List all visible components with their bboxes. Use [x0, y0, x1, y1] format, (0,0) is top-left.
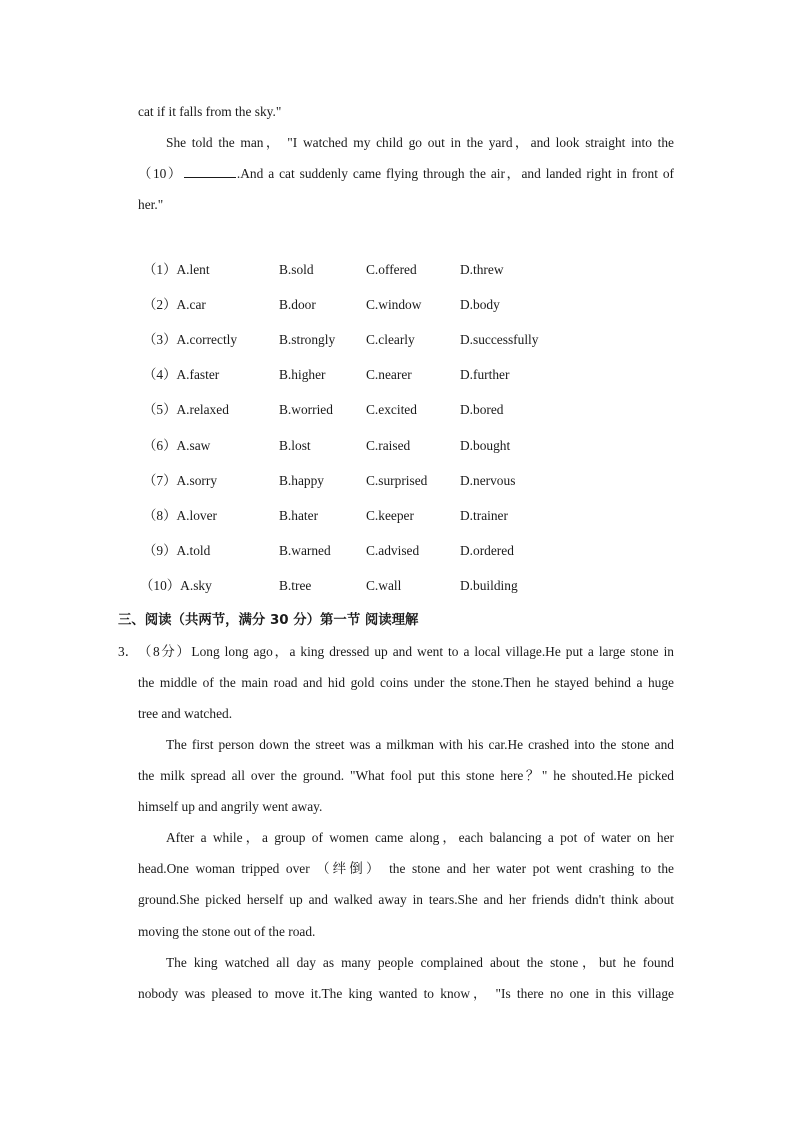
option-d: D.threw	[460, 262, 504, 277]
passage-line: the middle of the main road and hid gold coins under the stone.Then he stayed behind a huge	[138, 675, 674, 690]
option-b: B.tree	[279, 578, 312, 593]
blank-number: （10）	[138, 166, 183, 181]
option-c: C.surprised	[366, 473, 428, 488]
section-heading: 三、阅读（共两节，满分 30 分）第一节 阅读理解	[118, 613, 419, 628]
option-b: B.happy	[279, 473, 325, 488]
passage-line: moving the stone out of the road.	[138, 924, 316, 939]
passage-line: her."	[138, 197, 164, 212]
passage-line: After a while，a group of women came along，each balancing a pot of water on her	[166, 830, 674, 845]
option-d: D.ordered	[460, 543, 514, 558]
passage-line: （8分）Long long ago，a king dressed up and went to a local village.He put a large stone in	[138, 644, 674, 659]
option-a: （5）A.relaxed	[143, 402, 229, 417]
option-b: B.hater	[279, 508, 319, 523]
passage-line: head.One woman tripped over （绊倒） the stone and her water pot went crashing to the	[138, 861, 674, 876]
option-row	[143, 261, 563, 279]
option-b: B.lost	[279, 438, 311, 453]
option-d: D.body	[460, 297, 500, 312]
option-a: （9）A.told	[143, 543, 211, 558]
answer-blank	[184, 165, 236, 178]
passage-line: himself up and angrily went away.	[138, 799, 323, 814]
option-b: B.worried	[279, 402, 333, 417]
option-row	[143, 366, 563, 384]
option-a: （7）A.sorry	[143, 473, 218, 488]
option-b: B.higher	[279, 367, 326, 382]
passage-text: .And a cat suddenly came flying through the air，and landed right in front of	[236, 166, 674, 181]
option-c: C.keeper	[366, 508, 414, 523]
option-a: （10）A.sky	[140, 578, 212, 593]
option-d: D.bored	[460, 402, 504, 417]
question-number: 3．	[118, 644, 139, 659]
option-c: C.excited	[366, 402, 417, 417]
option-c: C.raised	[366, 438, 411, 453]
option-row	[143, 542, 563, 560]
option-b: B.sold	[279, 262, 314, 277]
option-d: D.further	[460, 367, 510, 382]
option-row	[143, 437, 563, 455]
passage-line: The first person down the street was a milkman with his car.He crashed into the stone and	[166, 737, 674, 752]
option-c: C.clearly	[366, 332, 415, 347]
option-row	[143, 401, 563, 419]
passage-line: the milk spread all over the ground. "What fool put this stone here？" he shouted.He picked	[138, 768, 674, 783]
option-a: （8）A.lover	[143, 508, 218, 523]
option-c: C.offered	[366, 262, 417, 277]
option-row	[140, 577, 563, 595]
option-d: D.successfully	[460, 332, 539, 347]
option-a: （6）A.saw	[143, 438, 211, 453]
passage-line: The king watched all day as many people complained about the stone，but he found	[166, 955, 674, 970]
option-c: C.nearer	[366, 367, 412, 382]
option-row	[143, 472, 563, 490]
option-row	[143, 507, 563, 525]
option-d: D.building	[460, 578, 518, 593]
option-c: C.advised	[366, 543, 420, 558]
option-c: C.window	[366, 297, 422, 312]
option-row	[143, 296, 563, 314]
option-b: B.strongly	[279, 332, 336, 347]
option-c: C.wall	[366, 578, 402, 593]
option-a: （4）A.faster	[143, 367, 220, 382]
passage-line: nobody was pleased to move it.The king wanted to know， "Is there no one in this village	[138, 986, 674, 1001]
option-b: B.door	[279, 297, 316, 312]
passage-line: cat if it falls from the sky."	[138, 104, 282, 119]
option-a: （1）A.lent	[143, 262, 210, 277]
option-d: D.trainer	[460, 508, 508, 523]
option-d: D.bought	[460, 438, 511, 453]
passage-line: tree and watched.	[138, 706, 233, 721]
option-a: （2）A.car	[143, 297, 206, 312]
option-b: B.warned	[279, 543, 331, 558]
option-a: （3）A.correctly	[143, 332, 238, 347]
option-row	[143, 331, 563, 349]
option-d: D.nervous	[460, 473, 516, 488]
passage-line-with-blank	[138, 165, 674, 183]
passage-line: She told the man， "I watched my child go out in the yard，and look straight into the	[166, 135, 674, 150]
passage-line: ground.She picked herself up and walked away in tears.She and her friends didn't think about	[138, 892, 674, 907]
